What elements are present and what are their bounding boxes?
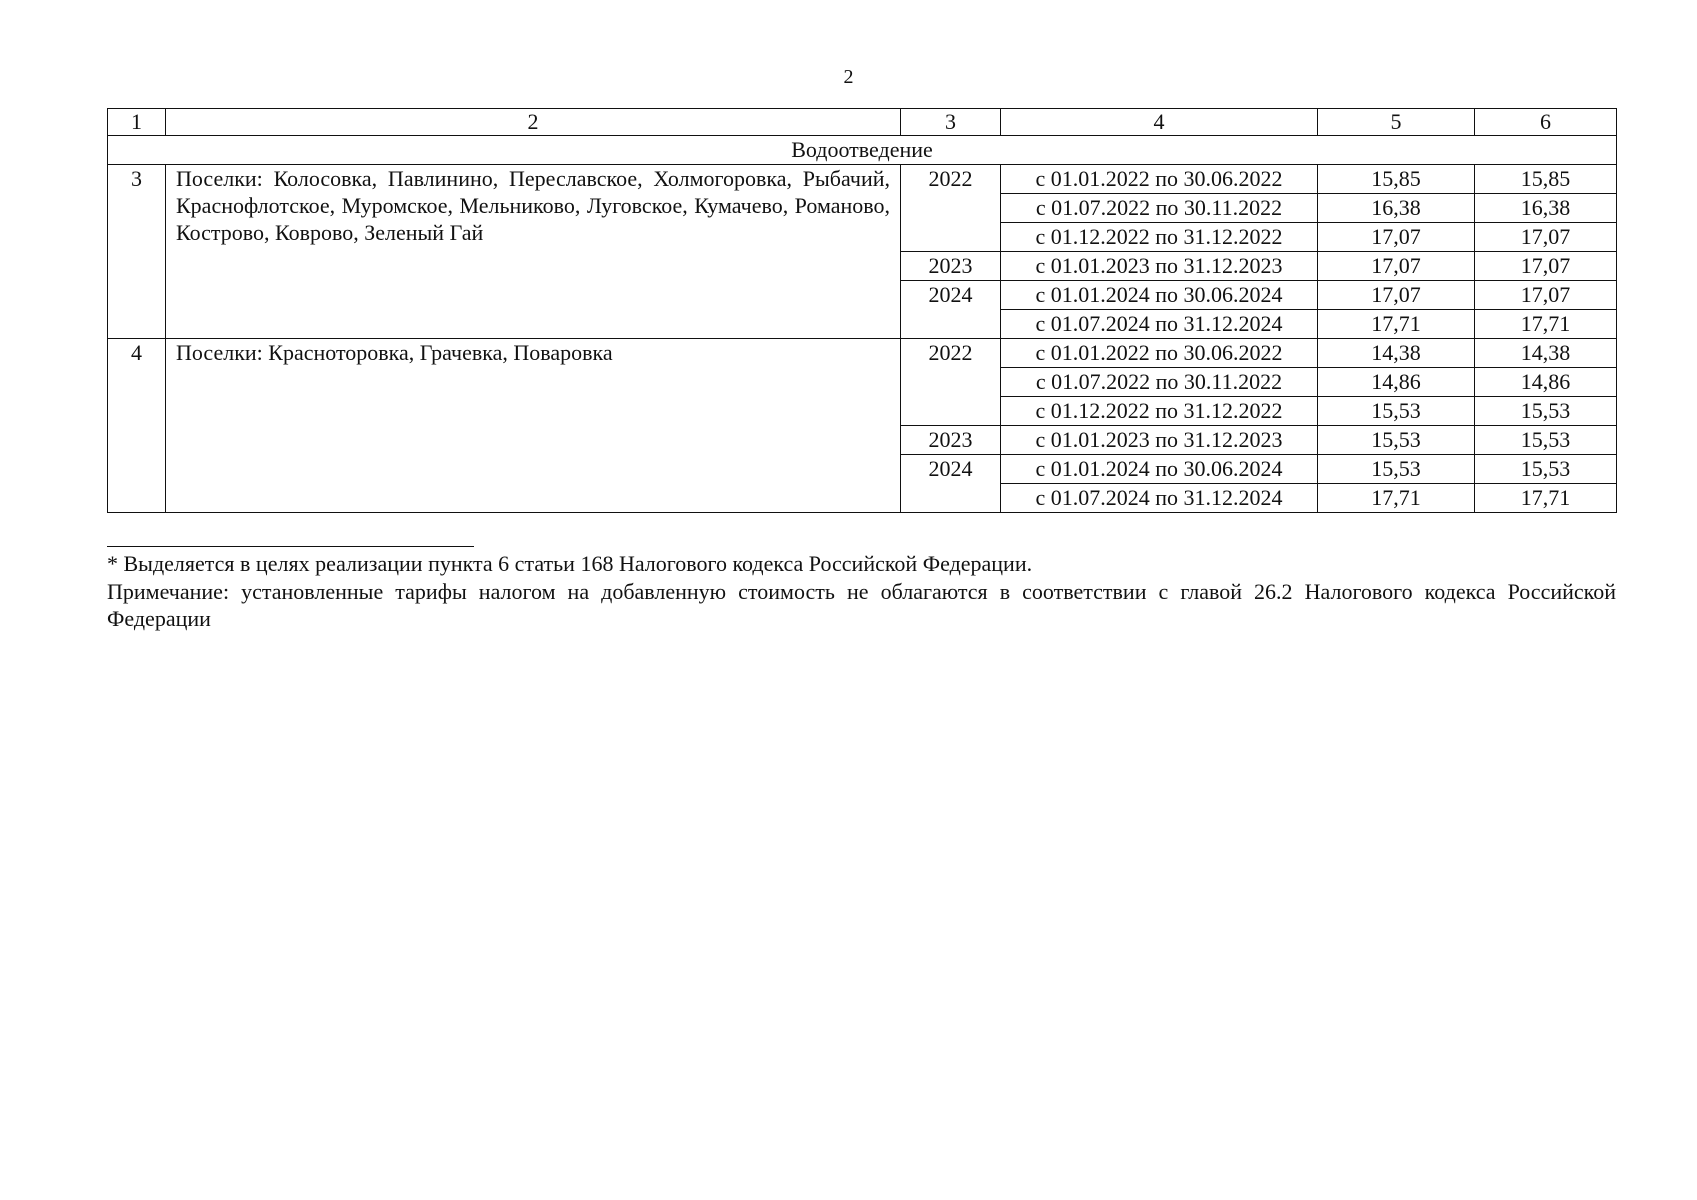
period-cell: с 01.01.2023 по 31.12.2023 bbox=[1001, 426, 1318, 455]
tariff-value: 17,07 bbox=[1475, 252, 1617, 281]
period-cell: с 01.12.2022 по 31.12.2022 bbox=[1001, 223, 1318, 252]
year-cell: 2023 bbox=[901, 426, 1001, 455]
tariff-value: 15,53 bbox=[1318, 397, 1475, 426]
period-cell: с 01.01.2022 по 30.06.2022 bbox=[1001, 339, 1318, 368]
period-cell: с 01.07.2024 по 31.12.2024 bbox=[1001, 310, 1318, 339]
year-cell: 2023 bbox=[901, 252, 1001, 281]
settlements-description: Поселки: Красноторовка, Грачевка, Поваровка bbox=[166, 339, 901, 513]
tariff-value: 15,53 bbox=[1318, 426, 1475, 455]
tariff-value: 16,38 bbox=[1475, 194, 1617, 223]
header-cell: 5 bbox=[1318, 109, 1475, 136]
settlements-description: Поселки: Колосовка, Павлинино, Переславское, Холмогоровка, Рыбачий, Краснофлотское, Муромское, Мельниково, Луговское, Кумачево, Романово, Кострово, Коврово, Зеленый Гай bbox=[166, 165, 901, 339]
header-cell: 4 bbox=[1001, 109, 1318, 136]
table-row bbox=[108, 339, 1617, 368]
table-row bbox=[108, 165, 1617, 194]
tariff-value: 17,07 bbox=[1475, 223, 1617, 252]
tariff-value: 15,53 bbox=[1475, 455, 1617, 484]
section-title: Водоотведение bbox=[108, 136, 1617, 165]
year-cell: 2022 bbox=[901, 339, 1001, 426]
period-cell: с 01.07.2024 по 31.12.2024 bbox=[1001, 484, 1318, 513]
header-cell: 6 bbox=[1475, 109, 1617, 136]
tariff-value: 17,07 bbox=[1318, 281, 1475, 310]
footnote: * Выделяется в целях реализации пункта 6 статьи 168 Налогового кодекса Российской Федерации. bbox=[107, 551, 1033, 576]
tariff-value: 15,85 bbox=[1318, 165, 1475, 194]
tariff-value: 14,38 bbox=[1475, 339, 1617, 368]
tariff-value: 14,86 bbox=[1475, 368, 1617, 397]
tariff-value: 17,71 bbox=[1475, 484, 1617, 513]
period-cell: с 01.01.2022 по 30.06.2022 bbox=[1001, 165, 1318, 194]
tariff-value: 14,38 bbox=[1318, 339, 1475, 368]
period-cell: с 01.01.2024 по 30.06.2024 bbox=[1001, 455, 1318, 484]
row-number: 3 bbox=[108, 165, 166, 339]
tariff-value: 14,86 bbox=[1318, 368, 1475, 397]
tariff-value: 15,53 bbox=[1475, 397, 1617, 426]
period-cell: с 01.12.2022 по 31.12.2022 bbox=[1001, 397, 1318, 426]
table-header-row bbox=[108, 109, 1617, 136]
header-cell: 3 bbox=[901, 109, 1001, 136]
tariff-value: 15,85 bbox=[1475, 165, 1617, 194]
tariff-value: 17,07 bbox=[1318, 252, 1475, 281]
row-number: 4 bbox=[108, 339, 166, 513]
tariff-value: 15,53 bbox=[1475, 426, 1617, 455]
period-cell: с 01.01.2023 по 31.12.2023 bbox=[1001, 252, 1318, 281]
year-cell: 2022 bbox=[901, 165, 1001, 252]
section-row bbox=[108, 136, 1617, 165]
tariff-table bbox=[107, 108, 1617, 513]
period-cell: с 01.01.2024 по 30.06.2024 bbox=[1001, 281, 1318, 310]
year-cell: 2024 bbox=[901, 281, 1001, 339]
tariff-value: 15,53 bbox=[1318, 455, 1475, 484]
footnote-separator bbox=[107, 546, 474, 547]
tariff-value: 17,71 bbox=[1475, 310, 1617, 339]
tariff-value: 17,07 bbox=[1318, 223, 1475, 252]
period-cell: с 01.07.2022 по 30.11.2022 bbox=[1001, 368, 1318, 397]
tariff-value: 17,07 bbox=[1475, 281, 1617, 310]
page-number: 2 bbox=[843, 66, 854, 88]
header-cell: 2 bbox=[166, 109, 901, 136]
note: Примечание: установленные тарифы налогом на добавленную стоимость не облагаются в соответствии с главой 26.2 Налогового кодекса Российской Федерации bbox=[107, 579, 1616, 631]
period-cell: с 01.07.2022 по 30.11.2022 bbox=[1001, 194, 1318, 223]
tariff-value: 17,71 bbox=[1318, 310, 1475, 339]
tariff-value: 16,38 bbox=[1318, 194, 1475, 223]
year-cell: 2024 bbox=[901, 455, 1001, 513]
header-cell: 1 bbox=[108, 109, 166, 136]
tariff-value: 17,71 bbox=[1318, 484, 1475, 513]
